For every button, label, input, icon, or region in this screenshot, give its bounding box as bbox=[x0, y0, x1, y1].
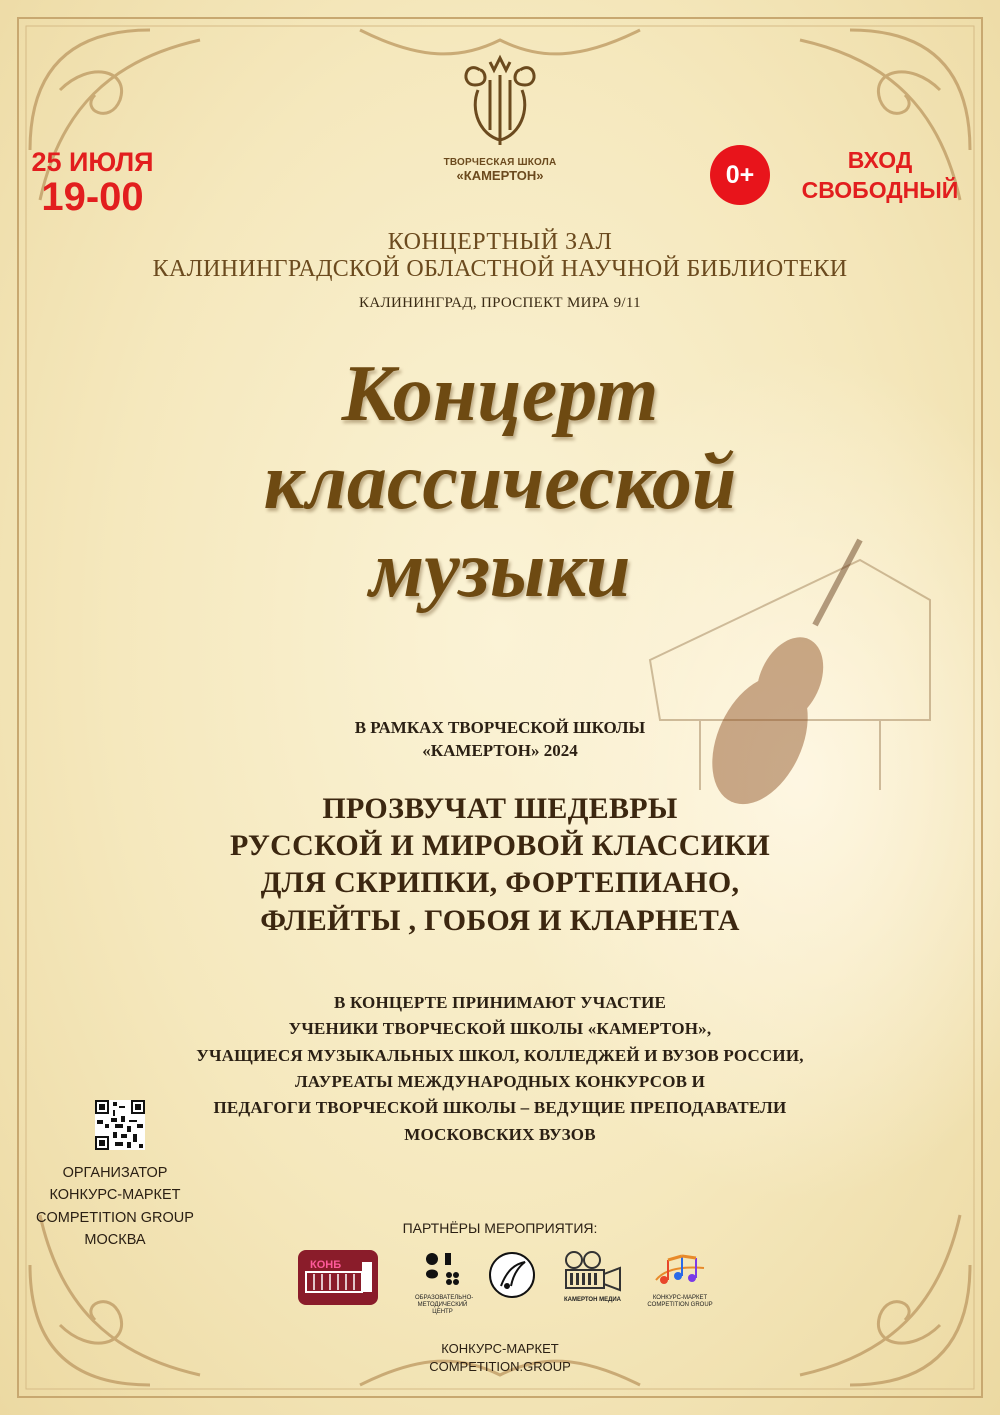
school-frame-text bbox=[0, 717, 1000, 763]
footer-link[interactable]: COMPETITION.GROUP bbox=[429, 1358, 571, 1374]
title-line1: Концерт bbox=[341, 350, 659, 438]
organizer-line1: ОРГАНИЗАТОР bbox=[62, 1165, 168, 1181]
qr-code[interactable] bbox=[95, 1100, 145, 1150]
music-notes-icon bbox=[652, 1250, 708, 1290]
organizer-line3: COMPETITION GROUP bbox=[36, 1209, 194, 1226]
partner-music[interactable] bbox=[487, 1250, 537, 1305]
participants-text bbox=[0, 990, 1000, 1148]
partner-konb[interactable] bbox=[298, 1250, 378, 1310]
organizer-line4: МОСКВА bbox=[84, 1232, 146, 1249]
competition-group-label: КОНКУРС-МАРКЕТ COMPETITION GROUP bbox=[647, 1295, 713, 1309]
partner-omc[interactable] bbox=[405, 1250, 480, 1317]
pieces-line4: ФЛЕЙТЫ , ГОБОЯ И КЛАРНЕТА bbox=[260, 903, 740, 937]
kamerton-media-label: КАМЕРТОН МЕДИА bbox=[563, 1297, 622, 1303]
organizer-line2: КОНКУРС-МАРКЕТ bbox=[49, 1187, 181, 1204]
partner-competition-group[interactable] bbox=[645, 1250, 715, 1309]
participants-line5: ПЕДАГОГИ ТВОРЧЕСКОЙ ШКОЛЫ – ВЕДУЩИЕ ПРЕПОДАВАТЕЛИ bbox=[213, 1098, 787, 1118]
venue-address: КАЛИНИНГРАД, ПРОСПЕКТ МИРА 9/11 bbox=[359, 295, 641, 311]
music-circle-icon bbox=[487, 1250, 537, 1300]
frame-text-line2: «КАМЕРТОН» 2024 bbox=[422, 740, 578, 760]
partner-kamerton-media[interactable] bbox=[555, 1250, 630, 1303]
logo-line2: «КАМЕРТОН» bbox=[456, 168, 544, 183]
film-camera-icon bbox=[560, 1250, 626, 1292]
venue-line2: КАЛИНИНГРАДСКОЙ ОБЛАСТНОЙ НАУЧНОЙ БИБЛИОТЕКИ bbox=[152, 256, 848, 282]
pieces-line3: ДЛЯ СКРИПКИ, ФОРТЕПИАНО, bbox=[260, 866, 740, 900]
pieces-line2: РУССКОЙ И МИРОВОЙ КЛАССИКИ bbox=[229, 829, 771, 863]
organizer bbox=[20, 1162, 210, 1252]
age-rating-badge: 0+ bbox=[710, 145, 770, 205]
free-entry bbox=[800, 146, 960, 206]
pieces-line1: ПРОЗВУЧАТ ШЕДЕВРЫ bbox=[322, 792, 678, 825]
konb-label: КОНБ bbox=[310, 1259, 342, 1271]
title-line2: классической bbox=[263, 438, 737, 526]
event-time: 19-00 bbox=[41, 175, 144, 220]
program-description bbox=[0, 790, 1000, 939]
venue-line1: КОНЦЕРТНЫЙ ЗАЛ bbox=[387, 229, 613, 255]
event-day: 25 ИЮЛЯ bbox=[31, 147, 154, 177]
participants-line4: ЛАУРЕАТЫ МЕЖДУНАРОДНЫХ КОНКУРСОВ И bbox=[294, 1072, 706, 1092]
footer-line1: КОНКУРС-МАРКЕТ bbox=[441, 1341, 559, 1356]
participants-line6: МОСКОВСКИХ ВУЗОВ bbox=[404, 1124, 596, 1144]
tuning-fork-lyre-icon bbox=[450, 50, 550, 150]
omc-label: ОБРАЗОВАТЕЛЬНО-МЕТОДИЧЕСКИЙ ЦЕНТР bbox=[415, 1295, 474, 1316]
participants-line2: УЧЕНИКИ ТВОРЧЕСКОЙ ШКОЛЫ «КАМЕРТОН», bbox=[288, 1019, 712, 1039]
omc-logo-icon bbox=[423, 1250, 463, 1290]
title-line3: музыки bbox=[369, 526, 631, 614]
event-date bbox=[30, 148, 155, 218]
concert-title bbox=[0, 350, 1000, 614]
entry-line2: СВОБОДНЫЙ bbox=[801, 176, 959, 203]
logo-line1: ТВОРЧЕСКАЯ ШКОЛА bbox=[443, 157, 557, 168]
school-logo bbox=[440, 50, 560, 183]
footer bbox=[0, 1340, 1000, 1375]
entry-line1: ВХОД bbox=[847, 147, 913, 173]
participants-line3: УЧАЩИЕСЯ МУЗЫКАЛЬНЫХ ШКОЛ, КОЛЛЕДЖЕЙ И ВУЗОВ РОССИИ, bbox=[196, 1045, 804, 1065]
participants-line1: В КОНЦЕРТЕ ПРИНИМАЮТ УЧАСТИЕ bbox=[333, 993, 667, 1012]
partners-title: ПАРТНЁРЫ МЕРОПРИЯТИЯ: bbox=[402, 1220, 598, 1236]
frame-text-line1: В РАМКАХ ТВОРЧЕСКОЙ ШКОЛЫ bbox=[354, 718, 646, 737]
library-building-icon bbox=[298, 1250, 378, 1305]
